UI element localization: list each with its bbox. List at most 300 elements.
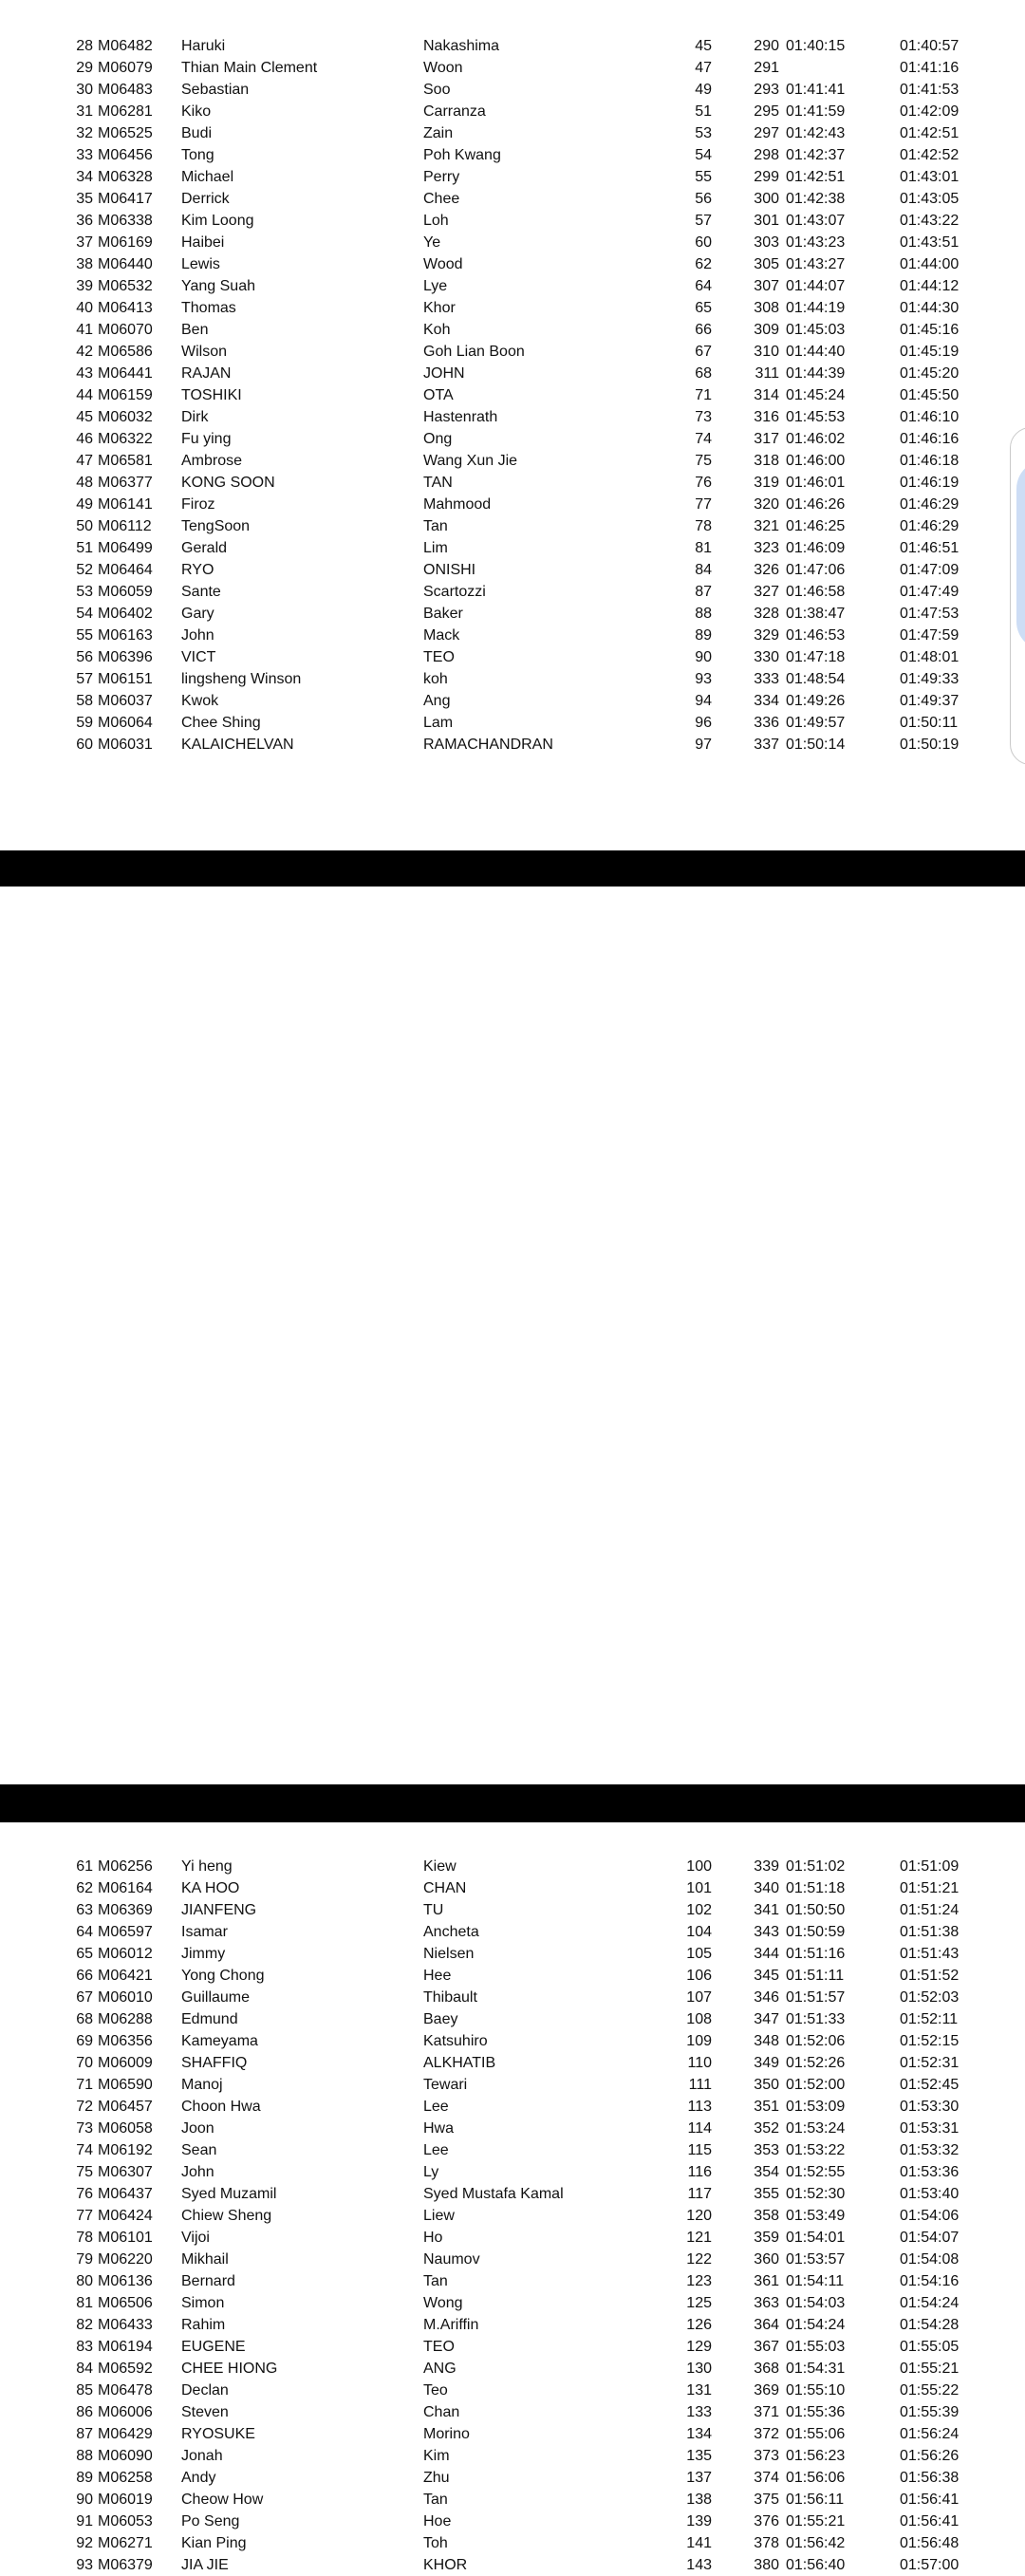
gun-time-cell: 01:43:27 <box>786 256 846 272</box>
overall-place-cell: 369 <box>754 2382 779 2399</box>
position-cell: 61 <box>76 1858 93 1875</box>
gun-time-cell: 01:56:40 <box>786 2557 846 2573</box>
last-name-cell: Zhu <box>423 2470 450 2486</box>
first-name-cell: Joon <box>181 2120 214 2137</box>
chip-time-cell: 01:44:12 <box>900 278 960 294</box>
category-place-cell: 122 <box>686 2251 712 2268</box>
chip-time-cell: 01:42:51 <box>900 125 960 141</box>
gun-time-cell: 01:44:39 <box>786 365 846 382</box>
chip-time-cell: 01:49:37 <box>900 693 960 709</box>
chip-time-cell: 01:51:24 <box>900 1902 960 1918</box>
overall-place-cell: 321 <box>754 518 779 534</box>
result-row <box>0 2227 1025 2249</box>
results-page-2 <box>0 887 1025 2573</box>
first-name-cell: Sante <box>181 584 221 600</box>
position-cell: 46 <box>76 431 93 447</box>
chip-time-cell: 01:56:48 <box>900 2535 960 2551</box>
last-name-cell: Katsuhiro <box>423 2033 488 2049</box>
last-name-cell: Ang <box>423 693 451 709</box>
bib-cell: M06079 <box>98 60 153 76</box>
category-place-cell: 120 <box>686 2208 712 2224</box>
overall-place-cell: 334 <box>754 693 779 709</box>
gun-time-cell: 01:51:57 <box>786 1989 846 2006</box>
bib-cell: M06012 <box>98 1946 153 1962</box>
overall-place-cell: 351 <box>754 2099 779 2115</box>
last-name-cell: Chee <box>423 191 460 207</box>
category-place-cell: 123 <box>686 2273 712 2289</box>
position-cell: 74 <box>76 2142 93 2158</box>
category-place-cell: 134 <box>686 2426 712 2442</box>
first-name-cell: Sean <box>181 2142 217 2158</box>
bib-cell: M06597 <box>98 1924 153 1940</box>
chip-time-cell: 01:48:01 <box>900 649 960 665</box>
last-name-cell: koh <box>423 671 448 687</box>
position-cell: 89 <box>76 2470 93 2486</box>
overall-place-cell: 341 <box>754 1902 779 1918</box>
last-name-cell: Ye <box>423 234 441 251</box>
overall-place-cell: 310 <box>754 344 779 360</box>
first-name-cell: Kwok <box>181 693 219 709</box>
gun-time-cell: 01:55:06 <box>786 2426 846 2442</box>
first-name-cell: Lewis <box>181 256 220 272</box>
chip-time-cell: 01:50:19 <box>900 737 960 753</box>
category-place-cell: 104 <box>686 1924 712 1940</box>
overall-place-cell: 359 <box>754 2230 779 2246</box>
position-cell: 72 <box>76 2099 93 2115</box>
edge-pull-tab[interactable] <box>1010 427 1025 765</box>
first-name-cell: Wilson <box>181 344 228 360</box>
gun-time-cell: 01:52:26 <box>786 2055 846 2071</box>
result-row <box>0 2445 1025 2467</box>
category-place-cell: 114 <box>687 2120 712 2137</box>
chip-time-cell: 01:54:28 <box>900 2317 960 2333</box>
bib-cell: M06379 <box>98 2557 153 2573</box>
position-cell: 67 <box>76 1989 93 2006</box>
first-name-cell: Tong <box>181 147 214 163</box>
last-name-cell: Morino <box>423 2426 470 2442</box>
gun-time-cell: 01:56:06 <box>786 2470 846 2486</box>
category-place-cell: 135 <box>686 2448 712 2464</box>
position-cell: 43 <box>76 365 93 382</box>
gun-time-cell: 01:41:41 <box>786 82 846 98</box>
chip-time-cell: 01:51:43 <box>900 1946 960 1962</box>
gun-time-cell: 01:46:02 <box>786 431 846 447</box>
result-row <box>0 625 1025 646</box>
chip-time-cell: 01:54:07 <box>900 2230 960 2246</box>
first-name-cell: JIANFENG <box>181 1902 257 1918</box>
result-row <box>0 2336 1025 2358</box>
result-row <box>0 2270 1025 2292</box>
category-place-cell: 56 <box>695 191 712 207</box>
overall-place-cell: 297 <box>754 125 779 141</box>
gun-time-cell: 01:42:51 <box>786 169 846 185</box>
result-row <box>0 101 1025 122</box>
first-name-cell: Chiew Sheng <box>181 2208 272 2224</box>
category-place-cell: 90 <box>695 649 712 665</box>
last-name-cell: Hastenrath <box>423 409 498 425</box>
last-name-cell: Zain <box>423 125 454 141</box>
bib-cell: M06437 <box>98 2186 153 2202</box>
category-place-cell: 60 <box>695 234 712 251</box>
first-name-cell: TOSHIKI <box>181 387 242 403</box>
result-row <box>0 428 1025 450</box>
overall-place-cell: 314 <box>754 387 779 403</box>
overall-place-cell: 336 <box>754 715 779 731</box>
last-name-cell: Thibault <box>423 1989 477 2006</box>
bib-cell: M06009 <box>98 2055 153 2071</box>
gun-time-cell: 01:50:14 <box>786 737 846 753</box>
category-place-cell: 113 <box>687 2099 712 2115</box>
last-name-cell: TEO <box>423 649 455 665</box>
chip-time-cell: 01:46:16 <box>900 431 960 447</box>
last-name-cell: Loh <box>423 213 449 229</box>
overall-place-cell: 343 <box>754 1924 779 1940</box>
last-name-cell: Ly <box>423 2164 439 2180</box>
position-cell: 93 <box>76 2557 93 2573</box>
position-cell: 32 <box>76 125 93 141</box>
chip-time-cell: 01:47:09 <box>900 562 960 578</box>
position-cell: 70 <box>76 2055 93 2071</box>
position-cell: 84 <box>76 2361 93 2377</box>
result-row <box>0 232 1025 253</box>
last-name-cell: Perry <box>423 169 460 185</box>
bib-cell: M06586 <box>98 344 153 360</box>
gun-time-cell: 01:44:07 <box>786 278 846 294</box>
last-name-cell: ONISHI <box>423 562 476 578</box>
overall-place-cell: 364 <box>754 2317 779 2333</box>
position-cell: 48 <box>76 475 93 491</box>
last-name-cell: Tan <box>423 518 448 534</box>
overall-place-cell: 349 <box>754 2055 779 2071</box>
position-cell: 71 <box>76 2077 93 2093</box>
bib-cell: M06070 <box>98 322 153 338</box>
first-name-cell: Jonah <box>181 2448 223 2464</box>
gun-time-cell: 01:44:19 <box>786 300 846 316</box>
first-name-cell: Vijoi <box>181 2230 210 2246</box>
category-place-cell: 47 <box>695 60 712 76</box>
last-name-cell: TU <box>423 1902 444 1918</box>
first-name-cell: Rahim <box>181 2317 226 2333</box>
position-cell: 83 <box>76 2339 93 2355</box>
chip-time-cell: 01:44:30 <box>900 300 960 316</box>
overall-place-cell: 363 <box>754 2295 779 2311</box>
last-name-cell: Kim <box>423 2448 450 2464</box>
bib-cell: M06499 <box>98 540 153 556</box>
result-row <box>0 2314 1025 2336</box>
category-place-cell: 75 <box>695 453 712 469</box>
result-row <box>0 35 1025 57</box>
bib-cell: M06307 <box>98 2164 153 2180</box>
last-name-cell: JOHN <box>423 365 465 382</box>
bib-cell: M06457 <box>98 2099 153 2115</box>
chip-time-cell: 01:49:33 <box>900 671 960 687</box>
position-cell: 77 <box>76 2208 93 2224</box>
overall-place-cell: 368 <box>754 2361 779 2377</box>
overall-place-cell: 317 <box>754 431 779 447</box>
bib-cell: M06429 <box>98 2426 153 2442</box>
category-place-cell: 89 <box>695 627 712 644</box>
overall-place-cell: 358 <box>754 2208 779 2224</box>
gun-time-cell: 01:42:37 <box>786 147 846 163</box>
result-row <box>0 2096 1025 2118</box>
first-name-cell: Yi heng <box>181 1858 233 1875</box>
gun-time-cell: 01:46:58 <box>786 584 846 600</box>
gun-time-cell: 01:51:02 <box>786 1858 846 1875</box>
overall-place-cell: 303 <box>754 234 779 251</box>
first-name-cell: John <box>181 2164 214 2180</box>
bib-cell: M06169 <box>98 234 153 251</box>
last-name-cell: Wong <box>423 2295 463 2311</box>
category-place-cell: 131 <box>686 2382 712 2399</box>
gun-time-cell: 01:54:24 <box>786 2317 846 2333</box>
category-place-cell: 115 <box>687 2142 712 2158</box>
first-name-cell: Kiko <box>181 103 212 120</box>
position-cell: 91 <box>76 2513 93 2529</box>
result-row <box>0 712 1025 734</box>
chip-time-cell: 01:46:18 <box>900 453 960 469</box>
overall-place-cell: 329 <box>754 627 779 644</box>
position-cell: 41 <box>76 322 93 338</box>
category-place-cell: 84 <box>695 562 712 578</box>
category-place-cell: 77 <box>695 496 712 513</box>
first-name-cell: Haruki <box>181 38 226 54</box>
result-row <box>0 668 1025 690</box>
result-row <box>0 122 1025 144</box>
bib-cell: M06281 <box>98 103 153 120</box>
position-cell: 51 <box>76 540 93 556</box>
position-cell: 87 <box>76 2426 93 2442</box>
bib-cell: M06059 <box>98 584 153 600</box>
category-place-cell: 66 <box>695 322 712 338</box>
position-cell: 45 <box>76 409 93 425</box>
result-row <box>0 341 1025 363</box>
gun-time-cell: 01:46:26 <box>786 496 846 513</box>
first-name-cell: CHEE HIONG <box>181 2361 278 2377</box>
gun-time-cell: 01:53:24 <box>786 2120 846 2137</box>
result-row <box>0 2380 1025 2401</box>
bib-cell: M06356 <box>98 2033 153 2049</box>
first-name-cell: Manoj <box>181 2077 223 2093</box>
chip-time-cell: 01:55:21 <box>900 2361 960 2377</box>
category-place-cell: 68 <box>695 365 712 382</box>
result-row <box>0 1899 1025 1921</box>
result-row <box>0 494 1025 515</box>
position-cell: 34 <box>76 169 93 185</box>
bib-cell: M06402 <box>98 606 153 622</box>
last-name-cell: M.Ariffin <box>423 2317 479 2333</box>
gun-time-cell: 01:53:49 <box>786 2208 846 2224</box>
overall-place-cell: 378 <box>754 2535 779 2551</box>
overall-place-cell: 327 <box>754 584 779 600</box>
overall-place-cell: 374 <box>754 2470 779 2486</box>
category-place-cell: 81 <box>695 540 712 556</box>
first-name-cell: Kim Loong <box>181 213 254 229</box>
category-place-cell: 138 <box>686 2492 712 2508</box>
position-cell: 44 <box>76 387 93 403</box>
category-place-cell: 49 <box>695 82 712 98</box>
bib-cell: M06478 <box>98 2382 153 2399</box>
category-place-cell: 53 <box>695 125 712 141</box>
chip-time-cell: 01:52:03 <box>900 1989 960 2006</box>
result-row <box>0 1943 1025 1965</box>
category-place-cell: 78 <box>695 518 712 534</box>
bib-cell: M06482 <box>98 38 153 54</box>
last-name-cell: Chan <box>423 2404 460 2420</box>
bib-cell: M06090 <box>98 2448 153 2464</box>
gun-time-cell: 01:53:09 <box>786 2099 846 2115</box>
position-cell: 78 <box>76 2230 93 2246</box>
gun-time-cell: 01:48:54 <box>786 671 846 687</box>
bib-cell: M06141 <box>98 496 153 513</box>
result-row <box>0 2139 1025 2161</box>
bib-cell: M06413 <box>98 300 153 316</box>
result-row <box>0 188 1025 210</box>
result-row <box>0 2532 1025 2554</box>
first-name-cell: KA HOO <box>181 1880 240 1896</box>
result-row <box>0 2249 1025 2270</box>
result-row <box>0 2118 1025 2139</box>
gun-time-cell: 01:46:00 <box>786 453 846 469</box>
category-place-cell: 71 <box>695 387 712 403</box>
gun-time-cell: 01:46:09 <box>786 540 846 556</box>
category-place-cell: 93 <box>695 671 712 687</box>
category-place-cell: 105 <box>686 1946 712 1962</box>
category-place-cell: 130 <box>686 2361 712 2377</box>
last-name-cell: Ancheta <box>423 1924 479 1940</box>
category-place-cell: 45 <box>695 38 712 54</box>
chip-time-cell: 01:52:15 <box>900 2033 960 2049</box>
edge-tab-highlight <box>1016 460 1025 650</box>
chip-time-cell: 01:45:19 <box>900 344 960 360</box>
bib-cell: M06424 <box>98 2208 153 2224</box>
category-place-cell: 121 <box>686 2230 712 2246</box>
overall-place-cell: 352 <box>754 2120 779 2137</box>
category-place-cell: 133 <box>686 2404 712 2420</box>
overall-place-cell: 347 <box>754 2011 779 2027</box>
category-place-cell: 139 <box>686 2513 712 2529</box>
position-cell: 33 <box>76 147 93 163</box>
overall-place-cell: 291 <box>754 60 779 76</box>
result-row <box>0 2292 1025 2314</box>
last-name-cell: Khor <box>423 300 456 316</box>
chip-time-cell: 01:43:01 <box>900 169 960 185</box>
position-cell: 40 <box>76 300 93 316</box>
last-name-cell: Scartozzi <box>423 584 486 600</box>
last-name-cell: Baker <box>423 606 463 622</box>
last-name-cell: Kiew <box>423 1858 457 1875</box>
first-name-cell: VICT <box>181 649 216 665</box>
gun-time-cell: 01:42:43 <box>786 125 846 141</box>
bib-cell: M06322 <box>98 431 153 447</box>
last-name-cell: Hoe <box>423 2513 452 2529</box>
first-name-cell: Jimmy <box>181 1946 226 1962</box>
bib-cell: M06421 <box>98 1968 153 1984</box>
chip-time-cell: 01:54:06 <box>900 2208 960 2224</box>
first-name-cell: Simon <box>181 2295 225 2311</box>
position-cell: 39 <box>76 278 93 294</box>
chip-time-cell: 01:51:38 <box>900 1924 960 1940</box>
result-row <box>0 690 1025 712</box>
position-cell: 38 <box>76 256 93 272</box>
position-cell: 65 <box>76 1946 93 1962</box>
position-cell: 76 <box>76 2186 93 2202</box>
category-place-cell: 106 <box>686 1968 712 1984</box>
overall-place-cell: 326 <box>754 562 779 578</box>
chip-time-cell: 01:50:11 <box>900 715 959 731</box>
bib-cell: M06338 <box>98 213 153 229</box>
last-name-cell: ANG <box>423 2361 457 2377</box>
first-name-cell: Firoz <box>181 496 215 513</box>
overall-place-cell: 375 <box>754 2492 779 2508</box>
category-place-cell: 73 <box>695 409 712 425</box>
gun-time-cell: 01:51:33 <box>786 2011 846 2027</box>
gun-time-cell: 01:56:42 <box>786 2535 846 2551</box>
gun-time-cell: 01:46:01 <box>786 475 846 491</box>
bib-cell: M06532 <box>98 278 153 294</box>
gun-time-cell: 01:45:53 <box>786 409 846 425</box>
gun-time-cell: 01:40:15 <box>786 38 846 54</box>
gun-time-cell: 01:55:21 <box>786 2513 846 2529</box>
first-name-cell: Bernard <box>181 2273 235 2289</box>
gun-time-cell: 01:45:24 <box>786 387 846 403</box>
chip-time-cell: 01:52:11 <box>900 2011 959 2027</box>
chip-time-cell: 01:40:57 <box>900 38 960 54</box>
category-place-cell: 141 <box>686 2535 712 2551</box>
gun-time-cell: 01:51:11 <box>786 1968 845 1984</box>
first-name-cell: Ben <box>181 322 209 338</box>
chip-time-cell: 01:45:20 <box>900 365 960 382</box>
category-place-cell: 125 <box>686 2295 712 2311</box>
page-separator <box>0 1784 1025 1822</box>
result-row <box>0 559 1025 581</box>
position-cell: 59 <box>76 715 93 731</box>
result-row <box>0 2161 1025 2183</box>
position-cell: 30 <box>76 82 93 98</box>
result-row <box>0 2467 1025 2489</box>
overall-place-cell: 354 <box>754 2164 779 2180</box>
bib-cell: M06288 <box>98 2011 153 2027</box>
bib-cell: M06064 <box>98 715 153 731</box>
gun-time-cell: 01:52:00 <box>786 2077 846 2093</box>
bib-cell: M06441 <box>98 365 153 382</box>
gun-time-cell: 01:38:47 <box>786 606 846 622</box>
overall-place-cell: 380 <box>754 2557 779 2573</box>
last-name-cell: Lye <box>423 278 448 294</box>
chip-time-cell: 01:54:16 <box>900 2273 960 2289</box>
bib-cell: M06464 <box>98 562 153 578</box>
position-cell: 35 <box>76 191 93 207</box>
bib-cell: M06369 <box>98 1902 153 1918</box>
bib-cell: M06053 <box>98 2513 153 2529</box>
category-place-cell: 65 <box>695 300 712 316</box>
chip-time-cell: 01:53:31 <box>900 2120 960 2137</box>
page-separator <box>0 850 1025 887</box>
gun-time-cell: 01:46:53 <box>786 627 846 644</box>
gun-time-cell: 01:56:23 <box>786 2448 846 2464</box>
result-row <box>0 2008 1025 2030</box>
chip-time-cell: 01:55:39 <box>900 2404 960 2420</box>
result-row <box>0 450 1025 472</box>
bib-cell: M06192 <box>98 2142 153 2158</box>
first-name-cell: RAJAN <box>181 365 232 382</box>
position-cell: 86 <box>76 2404 93 2420</box>
position-cell: 90 <box>76 2492 93 2508</box>
category-place-cell: 76 <box>695 475 712 491</box>
overall-place-cell: 319 <box>754 475 779 491</box>
first-name-cell: Steven <box>181 2404 229 2420</box>
chip-time-cell: 01:53:40 <box>900 2186 960 2202</box>
result-row <box>0 603 1025 625</box>
